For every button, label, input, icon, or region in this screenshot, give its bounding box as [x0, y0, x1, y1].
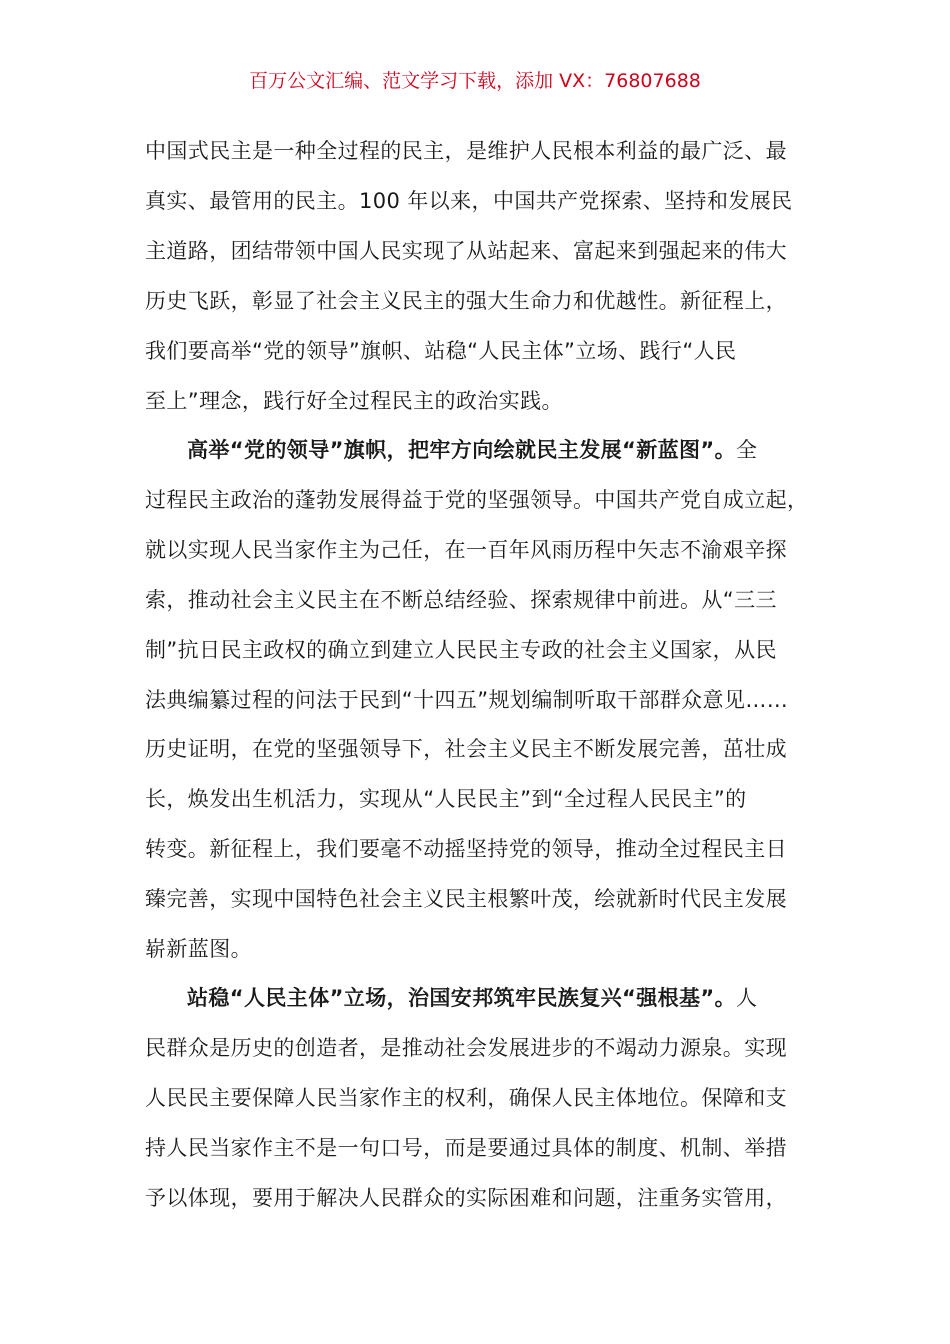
body-line: 制”抗日民主政权的确立到建立人民民主专政的社会主义国家，从民	[145, 638, 777, 662]
body-line: 长，焕发出生机活力，实现从“人民民主”到“全过程人民民主”的	[145, 787, 747, 811]
section-heading-line	[187, 435, 757, 465]
body-line: 主道路，团结带领中国人民实现了从站起来、富起来到强起来的伟大	[145, 239, 787, 263]
body-line: 索，推动社会主义民主在不断总结经验、探索规律中前进。从“三三	[145, 588, 777, 612]
body-line: 真实、最管用的民主。100 年以来，中国共产党探索、坚持和发展民	[145, 189, 793, 213]
body-line: 法典编纂过程的问法于民到“十四五”规划编制听取干部群众意见……	[145, 688, 789, 712]
body-line: 转变。新征程上，我们要毫不动摇坚持党的领导，推动全过程民主日	[145, 837, 787, 861]
section-heading: 高举“党的领导”旗帜，把牢方向绘就民主发展“新蓝图”。	[187, 438, 737, 462]
body-line: 至上”理念，践行好全过程民主的政治实践。	[145, 389, 563, 413]
body-line: 予以体现，要用于解决人民群众的实际困难和问题，注重务实管用，	[145, 1186, 787, 1210]
body-line: 崭新蓝图。	[145, 937, 252, 961]
watermark-header: 百万公文汇编、范文学习下载，添加 VX：76807688	[249, 70, 701, 92]
body-text: 全	[736, 438, 758, 462]
body-line: 过程民主政治的蓬勃发展得益于党的坚强领导。中国共产党自成立起，	[145, 488, 809, 512]
body-line: 历史飞跃，彰显了社会主义民主的强大生命力和优越性。新征程上，	[145, 289, 787, 313]
body-line: 人民民主要保障人民当家作主的权利，确保人民主体地位。保障和支	[145, 1086, 787, 1110]
body-line: 中国式民主是一种全过程的民主，是维护人民根本利益的最广泛、最	[145, 139, 787, 163]
body-line: 持人民当家作主不是一句口号，而是要通过具体的制度、机制、举措	[145, 1136, 787, 1160]
body-line: 历史证明，在党的坚强领导下，社会主义民主不断发展完善，茁壮成	[145, 737, 787, 761]
body-line: 臻完善，实现中国特色社会主义民主根繁叶茂，绘就新时代民主发展	[145, 887, 787, 911]
section-heading: 站稳“人民主体”立场，治国安邦筑牢民族复兴“强根基”。	[187, 986, 737, 1010]
body-line: 我们要高举“党的领导”旗帜、站稳“人民主体”立场、践行“人民	[145, 339, 737, 363]
body-line: 就以实现人民当家作主为己任，在一百年风雨历程中矢志不渝艰辛探	[145, 538, 787, 562]
body-text: 人	[736, 986, 758, 1010]
body-line: 民群众是历史的创造者，是推动社会发展进步的不竭动力源泉。实现	[145, 1036, 787, 1060]
section-heading-line	[187, 983, 757, 1013]
